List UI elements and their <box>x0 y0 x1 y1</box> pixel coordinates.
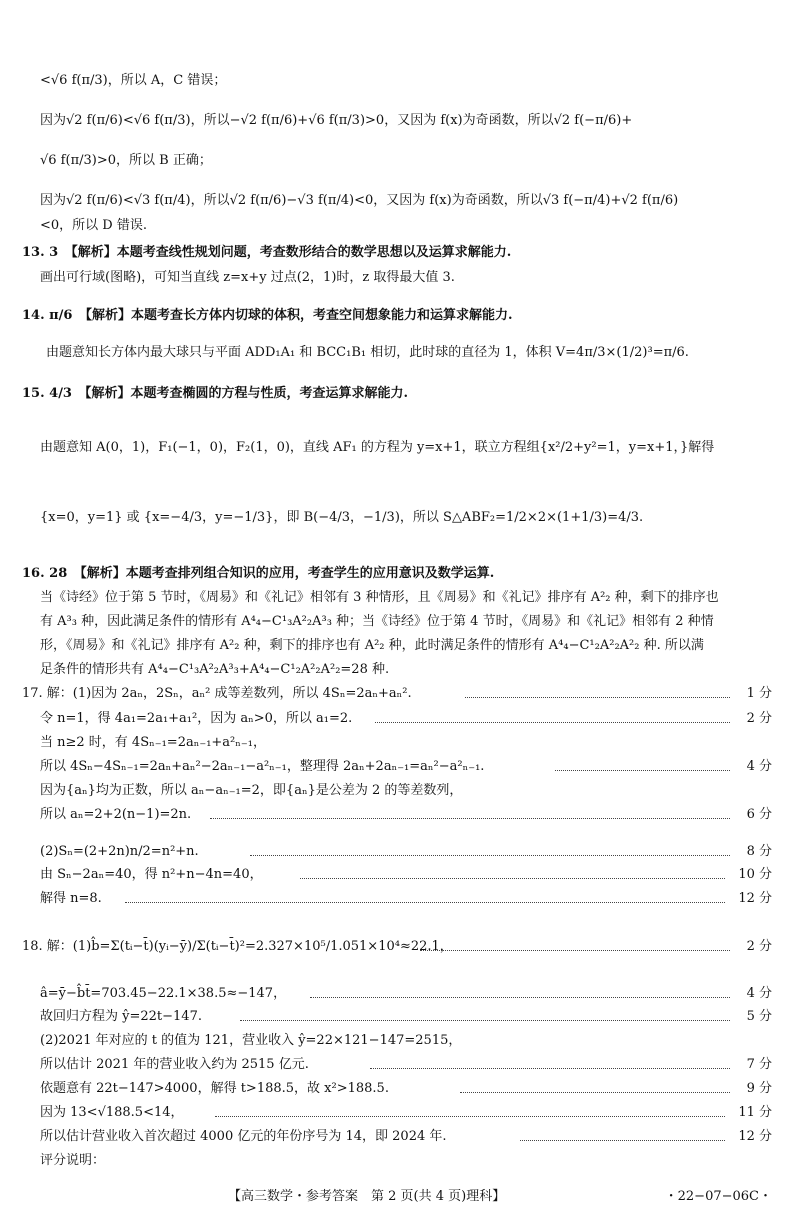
q17-line: 由 Sₙ−2aₙ=40，得 n²+n−4n=40， <box>40 867 263 882</box>
q18-line: 因为 13<√188.5<14， <box>40 1105 184 1120</box>
score-mark: 2 分 <box>746 939 772 954</box>
score-mark: 9 分 <box>746 1081 772 1096</box>
text-line: <√6 f(π/3)，所以 A，C 错误； <box>40 73 227 88</box>
q15-heading: 15. 4/3 【解析】本题考查椭圆的方程与性质，考查运算求解能力. <box>22 386 409 401</box>
score-mark: 11 分 <box>738 1105 772 1120</box>
text-line: 因为√2 f(π/6)<√6 f(π/3)，所以−√2 f(π/6)+√6 f(π/3)>0，又因为 f(x)为奇函数，所以√2 f(−π/6)+ <box>40 113 633 128</box>
leader-dots <box>310 997 730 998</box>
leader-dots <box>250 855 730 856</box>
q16-heading: 16. 28 【解析】本题考查排列组合知识的应用，考查学生的应用意识及数学运算. <box>22 566 495 581</box>
q13-heading: 13. 3 【解析】本题考查线性规划问题，考查数形结合的数学思想以及运算求解能力. <box>22 245 512 260</box>
q17-line: 解得 n=8. <box>40 891 102 906</box>
q17-line: 当 n≥2 时，有 4Sₙ₋₁=2aₙ₋₁+a²ₙ₋₁， <box>40 735 266 750</box>
q17-line: 所以 aₙ=2+2(n−1)=2n. <box>40 807 192 822</box>
leader-dots <box>300 878 725 879</box>
q18-line: (2)2021 年对应的 t 的值为 121，营业收入 ŷ=22×121−147=2515， <box>40 1033 462 1048</box>
q16-body: 形，《周易》和《礼记》排序有 A²₂ 种，剩下的排序也有 A²₂ 种，此时满足条件的情形有 A⁴₄−C¹₂A²₂A²₂ 种. 所以满 <box>40 638 704 653</box>
q16-body: 有 A³₃ 种，因此满足条件的情形有 A⁴₄−C¹₃A²₂A³₃ 种；当《诗经》位于第 4 节时，《周易》和《礼记》相邻有 2 种情 <box>40 614 714 629</box>
score-mark: 4 分 <box>746 759 772 774</box>
q17-line: 所以 4Sₙ−4Sₙ₋₁=2aₙ+aₙ²−2aₙ₋₁−a²ₙ₋₁，整理得 2aₙ+2aₙ₋₁=aₙ²−a²ₙ₋₁. <box>40 759 485 774</box>
score-mark: 5 分 <box>746 1009 772 1024</box>
score-mark: 4 分 <box>746 986 772 1001</box>
score-mark: 1 分 <box>746 686 772 701</box>
q14-heading: 14. π/6 【解析】本题考查长方体内切球的体积，考查空间想象能力和运算求解能力. <box>22 308 513 323</box>
q16-body: 足条件的情形共有 A⁴₄−C¹₃A²₂A³₃+A⁴₄−C¹₂A²₂A²₂=28 种. <box>40 662 390 677</box>
q14-body: 由题意知长方体内最大球只与平面 ADD₁A₁ 和 BCC₁B₁ 相切，此时球的直径为 1，体积 V=4π/3×(1/2)³=π/6. <box>46 345 689 360</box>
leader-dots <box>370 1068 730 1069</box>
q13-body: 画出可行域(图略)，可知当直线 z=x+y 过点(2，1)时，z 取得最大值 3. <box>40 270 455 285</box>
q17-line: 令 n=1，得 4a₁=2a₁+a₁²，因为 aₙ>0，所以 a₁=2. <box>40 711 353 726</box>
text-line: <0，所以 D 错误. <box>40 218 147 233</box>
score-mark: 10 分 <box>738 867 772 882</box>
score-mark: 12 分 <box>738 1129 772 1144</box>
document-code: ・22−07−06C・ <box>664 1189 772 1204</box>
leader-dots <box>420 950 730 951</box>
q18-line: 所以估计营业收入首次超过 4000 亿元的年份序号为 14，即 2024 年. <box>40 1129 447 1144</box>
leader-dots <box>520 1140 725 1141</box>
leader-dots <box>210 818 730 819</box>
q17-line: (2)Sₙ=(2+2n)n/2=n²+n. <box>40 844 199 859</box>
q18-line: 评分说明： <box>40 1153 106 1168</box>
q18-line: 故回归方程为 ŷ=22t−147. <box>40 1009 202 1024</box>
q18-line: 依题意有 22t−147>4000，解得 t>188.5，故 x²>188.5. <box>40 1081 389 1096</box>
leader-dots <box>555 770 730 771</box>
page-footer: 【高三数学・参考答案 第 2 页(共 4 页)理科】 <box>228 1189 506 1204</box>
leader-dots <box>215 1116 725 1117</box>
leader-dots <box>240 1020 730 1021</box>
score-mark: 12 分 <box>738 891 772 906</box>
q17-line: 因为{aₙ}均为正数，所以 aₙ−aₙ₋₁=2，即{aₙ}是公差为 2 的等差数列， <box>40 783 463 798</box>
text-line: 因为√2 f(π/6)<√3 f(π/4)，所以√2 f(π/6)−√3 f(π/4)<0，又因为 f(x)为奇函数，所以√3 f(−π/4)+√2 f(π/6) <box>40 193 679 208</box>
q15-body: 由题意知 A(0，1)，F₁(−1，0)，F₂(1，0)，直线 AF₁ 的方程为 y=x+1，联立方程组{x²/2+y²=1，y=x+1，}解得 <box>40 440 715 455</box>
q16-body: 当《诗经》位于第 5 节时，《周易》和《礼记》相邻有 3 种情形，且《周易》和《礼记》排序有 A²₂ 种，剩下的排序也 <box>40 590 719 605</box>
q18-line: 18. 解：(1)b̂=Σ(tᵢ−t̄)(yᵢ−ȳ)/Σ(tᵢ−t̄)²=2.327×10⁵/1.051×10⁴≈22.1， <box>22 939 453 954</box>
q17-line: 17. 解：(1)因为 2aₙ，2Sₙ，aₙ² 成等差数列，所以 4Sₙ=2aₙ+aₙ². <box>22 686 412 701</box>
text-line: √6 f(π/3)>0，所以 B 正确； <box>40 153 212 168</box>
leader-dots <box>375 722 730 723</box>
leader-dots <box>460 1092 730 1093</box>
q15-body: {x=0，y=1} 或 {x=−4/3，y=−1/3}，即 B(−4/3，−1/3)，所以 S△ABF₂=1/2×2×(1+1/3)=4/3. <box>40 510 644 525</box>
leader-dots <box>465 697 730 698</box>
q18-line: 所以估计 2021 年的营业收入约为 2515 亿元. <box>40 1057 309 1072</box>
leader-dots <box>125 902 725 903</box>
q18-line: â=ȳ−b̂t̄=703.45−22.1×38.5≈−147， <box>40 986 287 1001</box>
score-mark: 6 分 <box>746 807 772 822</box>
score-mark: 8 分 <box>746 844 772 859</box>
score-mark: 2 分 <box>746 711 772 726</box>
score-mark: 7 分 <box>746 1057 772 1072</box>
